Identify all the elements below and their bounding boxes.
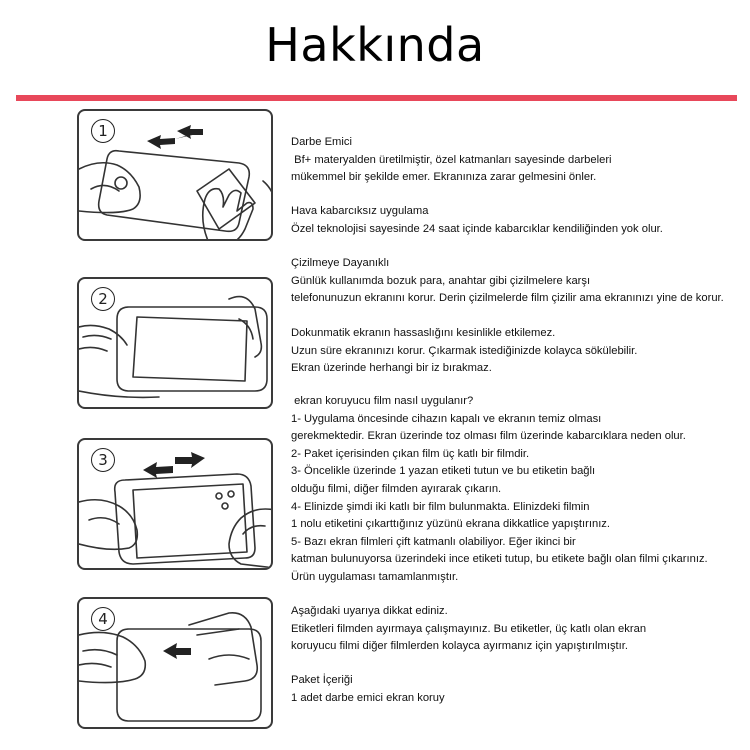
block-heading: Çizilmeye Dayanıklı bbox=[291, 257, 390, 269]
block-line: Bf+ materyalden üretilmiştir, özel katmanları sayesinde darbeleri bbox=[291, 153, 612, 166]
block-line: olduğu filmi, diğer filmden ayırarak çıkarın. bbox=[291, 482, 502, 495]
block-line: 1 nolu etiketini çıkarttığınız yüzünü ekrana dikkatlice yapıştırınız. bbox=[291, 518, 611, 531]
block-line: Günlük kullanımda bozuk para, anahtar gibi çizilmelere karşı bbox=[291, 274, 591, 287]
block-heading: ekran koruyucu film nasıl uygulanır? bbox=[291, 395, 474, 407]
step-4-illustration bbox=[77, 597, 273, 729]
block-line: gerekmektedir. Ekran üzerinde toz olması film üzerinde kabarcıklara neden olur. bbox=[291, 430, 686, 443]
block-line: koruyucu filmi diğer filmlerden kolayca ayırmanız için yapıştırılmıştır. bbox=[291, 640, 628, 653]
block-line: 1- Uygulama öncesinde cihazın kapalı ve ekranın temiz olması bbox=[291, 412, 602, 425]
info-block-darbe-emici bbox=[291, 134, 612, 187]
block-line: katman bulunuyorsa üzerindeki ince etiketi tutup, bu etikete bağlı olan filmi çıkarınız. bbox=[291, 553, 708, 566]
block-heading: Hava kabarcıksız uygulama bbox=[291, 205, 429, 217]
block-line: Özel teknolojisi sayesinde 24 saat içinde kabarcıklar kendiliğinden yok olur. bbox=[291, 222, 663, 235]
info-block-uyari bbox=[291, 603, 646, 656]
info-block-cizilmeye-dayanikli bbox=[291, 255, 724, 308]
block-line: Ürün uygulaması tamamlanmıştır. bbox=[291, 570, 459, 583]
block-line: 2- Paket içerisinden çıkan film üç katlı bir filmdir. bbox=[291, 447, 530, 460]
step-1-illustration bbox=[77, 109, 273, 241]
step-3-illustration bbox=[77, 438, 273, 570]
info-block-uygulama-adimlari bbox=[291, 393, 708, 587]
block-line: 1 adet darbe emici ekran koruy bbox=[291, 691, 445, 704]
info-block-dokunmatik bbox=[291, 325, 637, 378]
page-title: Hakkında bbox=[265, 18, 485, 72]
step-number-badge: 3 bbox=[91, 448, 115, 472]
block-line: 3- Öncelikle üzerinde 1 yazan etiketi tutun ve bu etiketin bağlı bbox=[291, 465, 596, 478]
block-line: telefonunuzun ekranını korur. Derin çizilmelerde film çizilir ama ekranınızı yine de korur. bbox=[291, 292, 724, 305]
block-line: Ekran üzerinde herhangi bir iz bırakmaz. bbox=[291, 362, 492, 375]
step-number-badge: 1 bbox=[91, 119, 115, 143]
block-heading: Darbe Emici bbox=[291, 136, 352, 148]
step-number-badge: 4 bbox=[91, 607, 115, 631]
block-line: Etiketleri filmden ayırmaya çalışmayınız. Bu etiketler, üç katlı olan ekran bbox=[291, 622, 647, 635]
title-divider bbox=[16, 95, 737, 101]
block-heading: Paket İçeriği bbox=[291, 674, 353, 686]
block-line: Dokunmatik ekranın hassaslığını kesinlikle etkilemez. bbox=[291, 327, 556, 339]
info-block-hava-kabarciksiz bbox=[291, 203, 663, 238]
block-heading: Aşağıdaki uyarıya dikkat ediniz. bbox=[291, 605, 448, 617]
step-number-badge: 2 bbox=[91, 287, 115, 311]
block-line: mükemmel bir şekilde emer. Ekranınıza zarar gelmesini önler. bbox=[291, 171, 597, 184]
info-block-paket-icerigi bbox=[291, 672, 445, 707]
block-line: 5- Bazı ekran filmleri çift katmanlı olabiliyor. Eğer ikinci bir bbox=[291, 535, 576, 548]
block-line: Uzun süre ekranınızı korur. Çıkarmak istediğinizde kolayca sökülebilir. bbox=[291, 344, 638, 357]
block-line: 4- Elinizde şimdi iki katlı bir film bulunmakta. Elinizdeki filmin bbox=[291, 500, 590, 513]
step-2-illustration bbox=[77, 277, 273, 409]
